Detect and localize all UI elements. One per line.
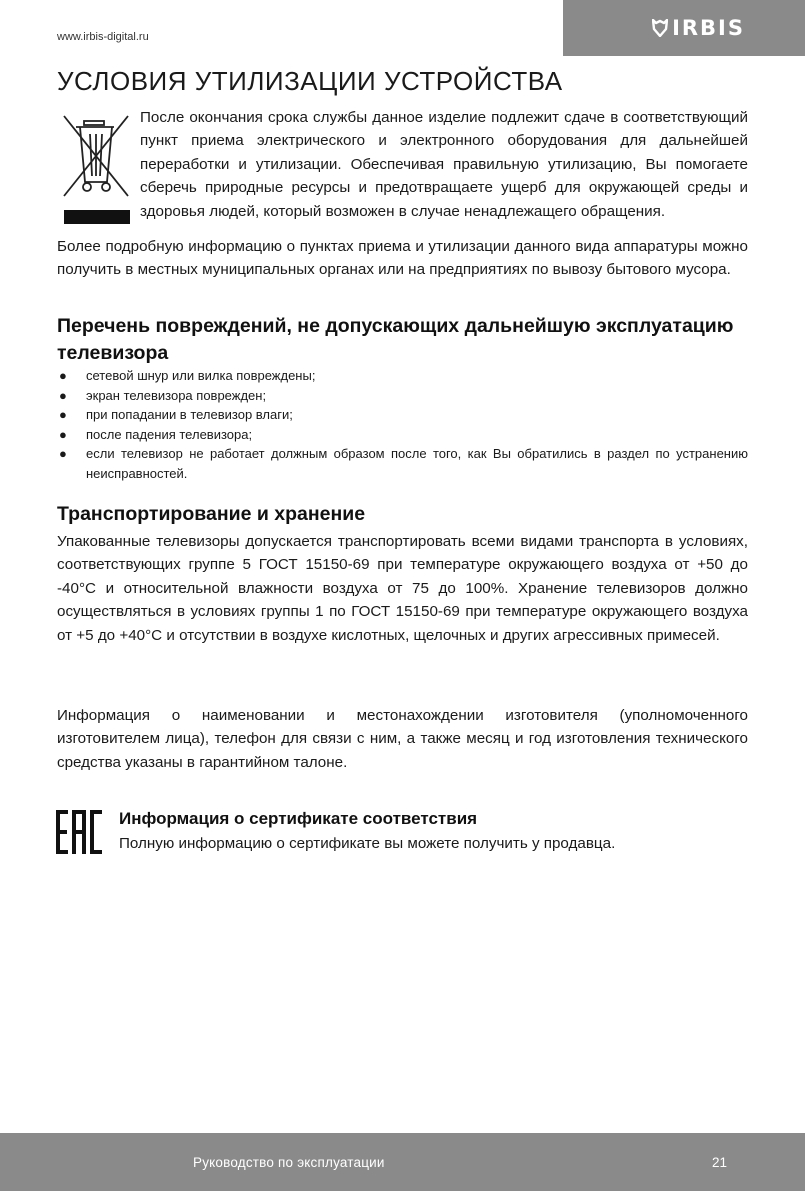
weee-symbol — [56, 110, 134, 228]
list-item: ● если телевизор не работает должным образом после того, как Вы обратились в раздел по устранению неисправностей. — [59, 446, 748, 481]
disposal-text: После окончания срока службы данное изделие подлежит сдаче в соответствующий пункт приема электрического и электронного оборудования для дальнейшей переработки и утилизации. Обеспечивая правильную утилизацию, Вы помогаете сберечь природные ресурсы и предотвращаете ущерб для окружающей среды и здоровья людей, который возможен в случае ненадлежащего обращения. — [140, 109, 748, 220]
eac-mark — [56, 808, 104, 856]
certificate-text: Полную информацию о сертификате вы можете получить у продавца. — [119, 835, 616, 852]
damage-heading: Перечень повреждений, не допускающих дальнейшую эксплуатацию телевизора — [57, 315, 734, 364]
brand-name: IRBIS — [672, 16, 745, 40]
weee-bar — [64, 210, 130, 224]
list-item: ● сетевой шнур или вилка повреждены; — [57, 366, 748, 386]
bullet-icon: ● — [59, 426, 67, 442]
list-item: ● при попадании в телевизор влаги; — [57, 405, 748, 425]
transport-text: Упакованные телевизоры допускается транспортировать всеми видами транспорта в условиях, соответствующих группе 5 ГОСТ 15150-69 при температуре окружающего воздуха от +50 до -40°С и относительной влажности воздуха от 75 до 100%. Хранение телевизоров должно осуществляться в условиях группы 1 по ГОСТ 15150-69 при температуре окружающего воздуха от +5 до +40°С и отсутствии в воздухе кислотных, щелочных и других агрессивных примесей. — [57, 533, 748, 644]
disposal-more-info: Более подробную информацию о пунктах приема и утилизации данного вида аппаратуры можно получить в местных муниципальных органах или на предприятиях по вывозу бытового мусора. — [57, 238, 748, 279]
certificate-heading: Информация о сертификате соответствия — [119, 809, 478, 828]
list-item: ● экран телевизора поврежден; — [57, 386, 748, 406]
crossed-out-wheelie-bin-icon — [56, 110, 134, 208]
damage-list — [57, 366, 748, 484]
irbis-cat-icon — [652, 19, 668, 37]
footer-title: Руководство по эксплуатации — [193, 1155, 385, 1170]
page-title: УСЛОВИЯ УТИЛИЗАЦИИ УСТРОЙСТВА — [57, 66, 563, 96]
page-number: 21 — [712, 1155, 728, 1170]
bullet-icon: ● — [59, 446, 67, 462]
bullet-icon: ● — [59, 387, 67, 403]
transport-heading: Транспортирование и хранение — [57, 503, 366, 525]
manufacturer-info: Информация о наименовании и местонахождении изготовителя (уполномоченного изготовителем лица), телефон для связи с ним, а также месяц и год изготовления технического средства указаны в гарантийном талоне. — [57, 707, 748, 771]
site-url: www.irbis-digital.ru — [57, 31, 149, 43]
brand-header — [563, 0, 805, 56]
footer — [0, 1133, 805, 1191]
list-item: ● после падения телевизора; — [57, 425, 748, 445]
bullet-icon: ● — [59, 407, 67, 423]
eac-mark-icon — [56, 808, 104, 856]
bullet-icon: ● — [59, 368, 67, 383]
brand-logo — [652, 16, 745, 40]
